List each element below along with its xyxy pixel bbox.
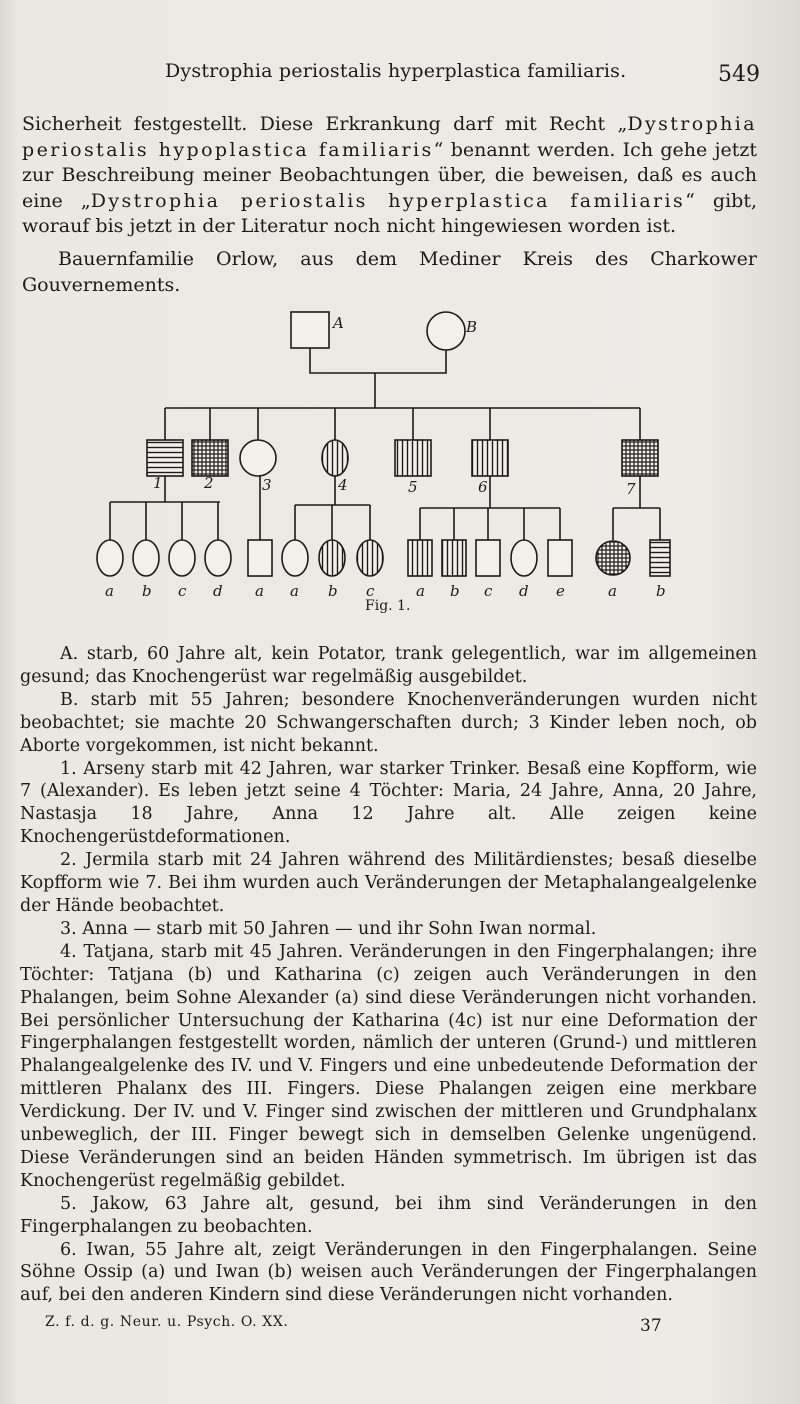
child-3-symbol (240, 440, 276, 476)
parent-a-symbol (291, 312, 329, 348)
child-1-symbol (147, 440, 183, 476)
disease-name-hypoplastica: Dystrophia periostalis hypoplastica familiaris (22, 113, 757, 161)
note-b: B. starb mit 55 Jahren; besondere Knochenveränderungen wurden nicht beobachtet; sie machte 20 Schwangerschaften durch; 3 Kinder leben noch, ob Aborte vorgekommen, ist nicht bekannt. (20, 689, 757, 756)
label-gc-1b: b (142, 582, 152, 600)
label-gc-6c: c (484, 582, 493, 600)
label-child-5: 5 (408, 478, 418, 496)
intro-text-3: “ gibt, worauf bis jetzt in der Literatur noch nicht hingewiesen worden ist. (22, 189, 757, 237)
label-child-1: 1 (153, 474, 163, 492)
parent-b-symbol (427, 312, 465, 350)
intro-text-2: “ benannt werden. Ich gehe jetzt zur Beschreibung meiner Beobachtungen über, die beweisen, daß es auch eine „ (22, 138, 757, 212)
family-heading: Bauernfamilie Orlow, aus dem Mediner Kreis des Charkower Gouvernements. (22, 248, 757, 296)
label-parent-b: B (466, 318, 478, 336)
label-gc-1d: d (213, 582, 223, 600)
label-gc-4c: c (366, 582, 375, 600)
signature-mark: 37 (640, 1316, 662, 1336)
note-5: 5. Jakow, 63 Jahre alt, gesund, bei ihm sind Veränderungen in den Fingerphalangen zu beobachten. (20, 1193, 757, 1237)
child-5-symbol (395, 440, 431, 476)
grandchild-6c-symbol (476, 540, 500, 576)
disease-name-hyperplastica: Dystrophia periostalis hyperplastica familiaris (90, 189, 686, 212)
label-gc-3a: a (255, 582, 264, 600)
grandchild-6d-symbol (511, 540, 537, 576)
label-gc-4b: b (328, 582, 338, 600)
child-6-symbol (472, 440, 508, 476)
figure-caption: Fig. 1. (365, 598, 411, 614)
note-1: 1. Arseny starb mit 42 Jahren, war starker Trinker. Besaß eine Kopfform, wie 7 (Alexander). Es leben jetzt seine 4 Töchter: Maria, 24 Jahre, Anna, 20 Jahre, Nastasja 18 Jahre, Anna 12 Jahre alt. Alle zeigen keine Knochengerüstdeformationen. (20, 758, 757, 848)
grandchild-3a-symbol (248, 540, 272, 576)
label-gc-4a: a (290, 582, 299, 600)
grandchild-7b-symbol (650, 540, 670, 576)
label-gc-6b: b (450, 582, 460, 600)
grandchild-6e-symbol (548, 540, 572, 576)
child-7-symbol (622, 440, 658, 476)
label-child-3: 3 (262, 476, 272, 494)
label-child-6: 6 (478, 478, 488, 496)
note-4: 4. Tatjana, starb mit 45 Jahren. Veränderungen in den Fingerphalangen; ihre Töchter: Tatjana (b) und Katharina (c) zeigen auch Veränderungen in den Phalangen, beim Sohne Alexander (a) sind diese Veränderungen nicht vorhanden. Bei persönlicher Untersuchung der Katharina (4c) ist nur eine Deformation der Fingerphalangen festgestellt worden, nämlich der unteren (Grund-) und mittleren Phalangealgelenke des IV. und V. Fingers und eine unbedeutende Deformation der mittleren Phalanx des III. Fingers. Diese Phalangen zeigen eine merkbare Verdickung. Der IV. und V. Finger sind zwischen der mittleren und Grundphalanx unbeweglich, der III. Finger bewegt sich in demselben Gelenke ungenügend. Diese Veränderungen sind an beiden Händen symmetrisch. Im übrigen ist das Knochengerüst regelmäßig gebildet. (20, 941, 757, 1191)
child-4-symbol (322, 440, 348, 476)
page-number: 549 (718, 62, 760, 87)
note-6: 6. Iwan, 55 Jahre alt, zeigt Veränderungen in den Fingerphalangen. Seine Söhne Ossip (a) und Iwan (b) weisen auch Veränderungen der Fingerphalangen auf, bei den anderen Kindern sind diese Veränderungen nicht vorhanden. (20, 1239, 757, 1306)
label-child-7: 7 (626, 480, 636, 498)
label-gc-1c: c (178, 582, 187, 600)
grandchild-1a-symbol (97, 540, 123, 576)
grandchild-1c-symbol (169, 540, 195, 576)
label-parent-a: A (333, 314, 344, 332)
note-2: 2. Jermila starb mit 24 Jahren während des Militärdienstes; besaß dieselbe Kopfform wie 7. Bei ihm wurden auch Veränderungen der Metaphalangealgelenke der Hände beobachtet. (20, 850, 757, 916)
pedigree-figure (80, 300, 700, 630)
grandchild-6b-symbol (442, 540, 466, 576)
child-2-symbol (192, 440, 228, 476)
label-gc-6e: e (556, 582, 565, 600)
label-gc-6d: d (519, 582, 529, 600)
intro-text-1: Sicherheit festgestellt. Diese Erkrankung darf mit Recht „ (22, 113, 628, 135)
label-child-4: 4 (338, 476, 348, 494)
case-notes (20, 643, 757, 1307)
grandchild-6a-symbol (408, 540, 432, 576)
grandchild-7a-symbol (596, 541, 630, 575)
label-child-2: 2 (204, 474, 214, 492)
grandchild-1b-symbol (133, 540, 159, 576)
label-gc-6a: a (416, 582, 425, 600)
note-a: A. starb, 60 Jahre alt, kein Potator, trank gelegentlich, war im allgemeinen gesund; das Knochengerüst war regelmäßig ausgebildet. (20, 644, 757, 687)
grandchild-1d-symbol (205, 540, 231, 576)
grandchild-4c-symbol (357, 540, 383, 576)
grandchild-4b-symbol (319, 540, 345, 576)
intro-paragraph (22, 112, 757, 240)
journal-footer: Z. f. d. g. Neur. u. Psych. O. XX. (45, 1314, 289, 1330)
grandchild-4a-symbol (282, 540, 308, 576)
label-gc-7b: b (656, 582, 666, 600)
running-title: Dystrophia periostalis hyperplastica familiaris. (165, 60, 627, 82)
label-gc-7a: a (608, 582, 617, 600)
label-gc-1a: a (105, 582, 114, 600)
note-3: 3. Anna — starb mit 50 Jahren — und ihr Sohn Iwan normal. (60, 918, 597, 939)
